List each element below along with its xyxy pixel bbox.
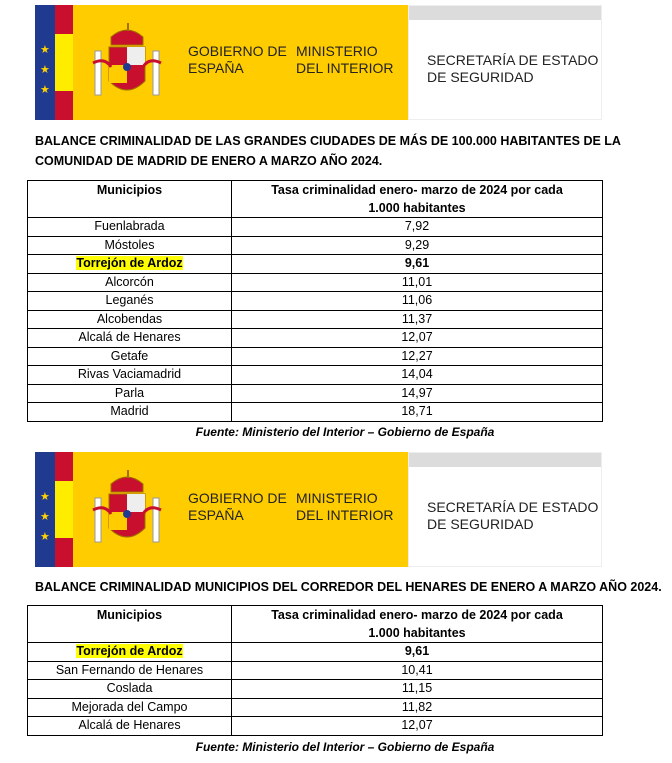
ministerio-text: MINISTERIO DEL INTERIOR	[296, 43, 394, 76]
rate-cell	[232, 366, 603, 385]
rate-value: 9,61	[404, 256, 430, 270]
municipio-cell	[28, 366, 232, 385]
municipio-cell	[28, 643, 232, 662]
municipio-name: Alcalá de Henares	[78, 330, 181, 344]
municipio-name: Leganés	[105, 293, 154, 307]
table2	[27, 605, 603, 736]
spain-flag-strip	[55, 452, 73, 567]
rate-cell	[232, 347, 603, 366]
municipio-cell	[28, 218, 232, 237]
rate-value: 12,27	[401, 348, 433, 363]
table-row	[28, 698, 603, 717]
municipio-cell	[28, 329, 232, 348]
municipio-cell	[28, 717, 232, 736]
rate-value: 7,92	[404, 219, 430, 233]
rate-value: 11,06	[401, 293, 433, 307]
table1-title: BALANCE CRIMINALIDAD DE LAS GRANDES CIUDADES DE MÁS DE 100.000 HABITANTES DE LA COMUNIDAD DE MADRID DE ENERO A MARZO AÑO 2024.	[35, 134, 621, 168]
ministry-banner	[35, 5, 602, 120]
municipio-cell	[28, 403, 232, 422]
rate-cell	[232, 661, 603, 680]
table-row	[28, 255, 603, 274]
municipio-cell	[28, 661, 232, 680]
rate-cell	[232, 236, 603, 255]
table-row	[28, 218, 603, 237]
municipio-name: San Fernando de Henares	[55, 662, 204, 677]
rate-value: 11,37	[401, 311, 433, 326]
gobierno-text: GOBIERNO DE ESPAÑA	[188, 490, 287, 523]
rate-value: 11,01	[401, 274, 433, 289]
rate-cell	[232, 218, 603, 237]
municipio-name: Getafe	[110, 348, 149, 363]
header-municipios: Municipios	[28, 181, 232, 218]
municipio-cell	[28, 680, 232, 699]
table-row	[28, 273, 603, 292]
municipio-name: Alcalá de Henares	[78, 718, 181, 732]
table1	[27, 180, 603, 422]
table2-source: Fuente: Ministerio del Interior – Gobierno de España	[195, 740, 495, 754]
gobierno-text: GOBIERNO DE ESPAÑA	[188, 43, 287, 76]
table-row	[28, 347, 603, 366]
rate-value: 14,97	[401, 385, 433, 400]
municipio-cell	[28, 384, 232, 403]
header-municipios: Municipios	[28, 606, 232, 643]
eu-stars-strip: ★ ★ ★	[35, 452, 55, 567]
coat-of-arms-icon	[91, 470, 163, 552]
table-row	[28, 310, 603, 329]
table-row	[28, 384, 603, 403]
rate-cell	[232, 643, 603, 662]
rate-cell	[232, 698, 603, 717]
municipio-name: Rivas Vaciamadrid	[77, 367, 182, 381]
rate-cell	[232, 292, 603, 311]
municipio-cell	[28, 255, 232, 274]
municipio-name: Madrid	[110, 404, 149, 418]
rate-cell	[232, 255, 603, 274]
rate-cell	[232, 680, 603, 699]
municipio-cell	[28, 292, 232, 311]
rate-cell	[232, 329, 603, 348]
table-row	[28, 680, 603, 699]
municipio-name: Fuenlabrada	[94, 219, 165, 233]
municipio-name: Torrejón de Ardoz	[76, 256, 183, 270]
table-row	[28, 329, 603, 348]
rate-cell	[232, 273, 603, 292]
rate-value: 18,71	[401, 404, 433, 418]
municipio-cell	[28, 236, 232, 255]
rate-value: 9,61	[404, 644, 430, 658]
eu-stars-strip: ★ ★ ★	[35, 5, 55, 120]
municipio-name: Alcobendas	[96, 311, 163, 326]
table-row	[28, 403, 603, 422]
rate-value: 11,15	[401, 681, 433, 695]
rate-value: 12,07	[401, 330, 433, 344]
table-row	[28, 236, 603, 255]
table-row	[28, 717, 603, 736]
table1-source: Fuente: Ministerio del Interior – Gobierno de España	[195, 425, 495, 439]
table2-title: BALANCE CRIMINALIDAD MUNICIPIOS DEL CORREDOR DEL HENARES DE ENERO A MARZO AÑO 2024.	[35, 580, 662, 594]
ministry-banner	[35, 452, 602, 567]
municipio-name: Coslada	[106, 681, 153, 695]
municipio-name: Torrejón de Ardoz	[76, 644, 183, 658]
municipio-cell	[28, 347, 232, 366]
municipio-cell	[28, 310, 232, 329]
municipio-name: Parla	[114, 385, 145, 400]
municipio-name: Móstoles	[104, 237, 155, 252]
municipio-name: Mejorada del Campo	[71, 699, 188, 714]
rate-value: 14,04	[401, 367, 433, 381]
table-row	[28, 661, 603, 680]
secretaria-text: SECRETARÍA DE ESTADO DE SEGURIDAD	[427, 52, 599, 85]
header-tasa: Tasa criminalidad enero- marzo de 2024 por cada 1.000 habitantes	[232, 181, 603, 218]
rate-value: 11,82	[401, 699, 433, 714]
rate-cell	[232, 403, 603, 422]
rate-cell	[232, 384, 603, 403]
municipio-name: Alcorcón	[105, 274, 154, 289]
rate-value: 10,41	[401, 662, 433, 677]
table-row	[28, 366, 603, 385]
table-row	[28, 292, 603, 311]
rate-cell	[232, 717, 603, 736]
municipio-cell	[28, 273, 232, 292]
table-row	[28, 643, 603, 662]
municipio-cell	[28, 698, 232, 717]
rate-value: 9,29	[404, 237, 430, 252]
header-tasa: Tasa criminalidad enero- marzo de 2024 por cada 1.000 habitantes	[232, 606, 603, 643]
coat-of-arms-icon	[91, 23, 163, 105]
secretaria-text: SECRETARÍA DE ESTADO DE SEGURIDAD	[427, 499, 599, 532]
spain-flag-strip	[55, 5, 73, 120]
ministerio-text: MINISTERIO DEL INTERIOR	[296, 490, 394, 523]
rate-value: 12,07	[401, 718, 433, 732]
rate-cell	[232, 310, 603, 329]
